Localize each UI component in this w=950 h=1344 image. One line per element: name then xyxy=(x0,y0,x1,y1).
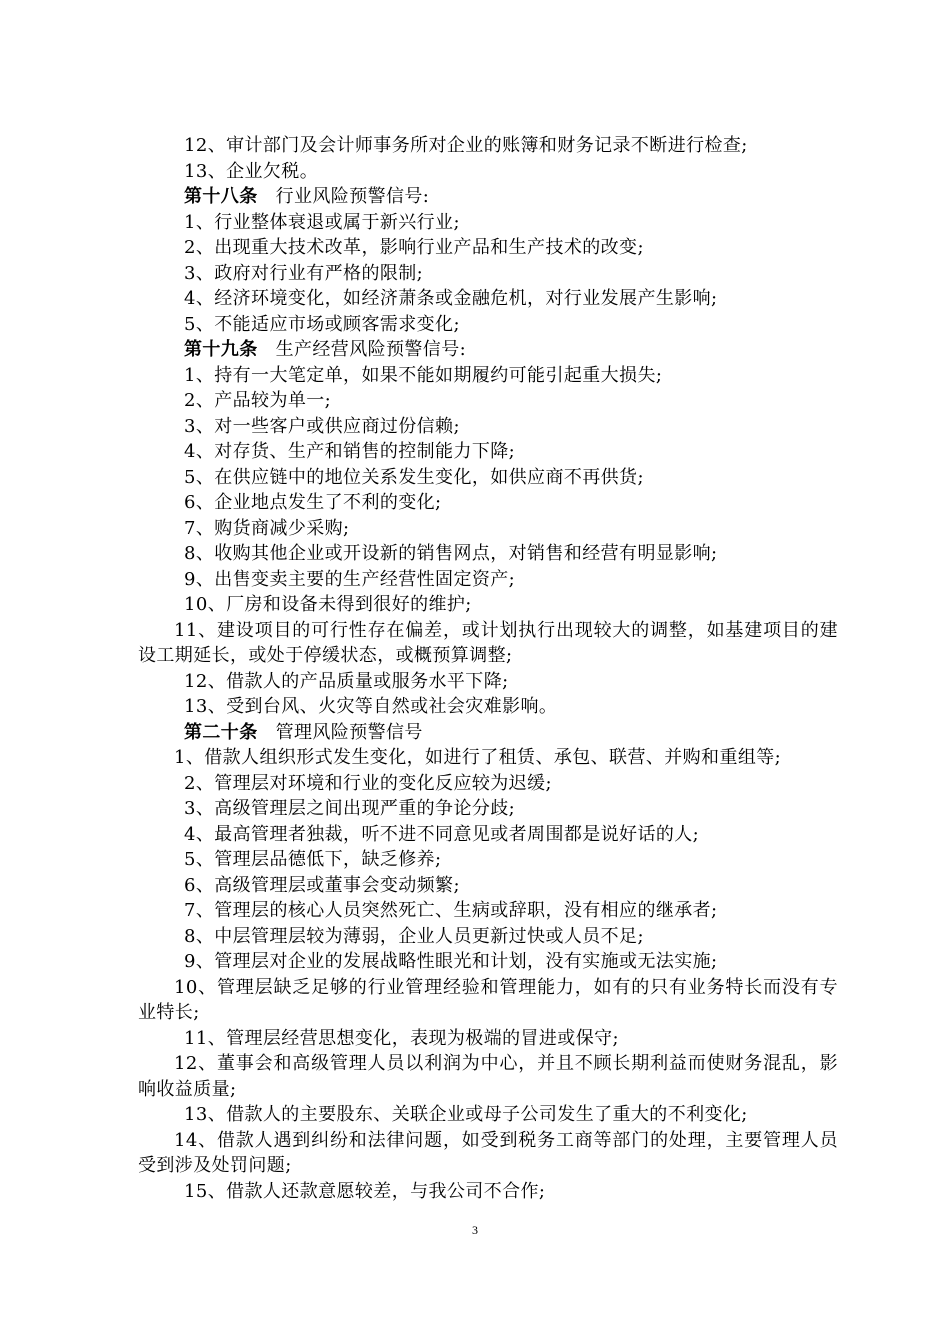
list-item: 1、持有一大笔定单，如果不能如期履约可能引起重大损失; xyxy=(184,364,663,386)
list-item: 4、经济环境变化，如经济萧条或金融危机，对行业发展产生影响; xyxy=(184,288,718,309)
list-item: 5、不能适应市场或顾客需求变化; xyxy=(184,313,460,335)
list-item: 7、管理层的核心人员突然死亡、生病或辞职，没有相应的继承者; xyxy=(184,900,718,921)
list-item: 12、董事会和高级管理人员以利润为中心，并且不顾长期利益而使财务混乱，影响收益质量; xyxy=(138,1053,838,1100)
list-item: 3、高级管理层之间出现严重的争论分歧; xyxy=(184,798,516,819)
list-item: 1、行业整体衰退或属于新兴行业; xyxy=(184,211,460,233)
article-title: 生产经营风险预警信号: xyxy=(275,339,467,360)
list-item: 13、借款人的主要股东、关联企业或母子公司发生了重大的不利变化; xyxy=(184,1104,748,1125)
document-body xyxy=(138,133,838,1204)
list-item: 13、受到台风、火灾等自然或社会灾难影响。 xyxy=(184,696,558,717)
list-item: 3、对一些客户或供应商过份信赖; xyxy=(184,415,460,437)
list-item: 8、中层管理层较为薄弱，企业人员更新过快或人员不足; xyxy=(184,925,644,947)
list-item: 9、出售变卖主要的生产经营性固定资产; xyxy=(184,568,516,590)
list-item: 3、政府对行业有严格的限制; xyxy=(184,262,424,284)
article-title: 管理风险预警信号 xyxy=(275,721,423,743)
list-item: 5、管理层品德低下，缺乏修养; xyxy=(184,849,442,870)
article-title: 行业风险预警信号: xyxy=(275,186,430,207)
list-item: 10、管理层缺乏足够的行业管理经验和管理能力，如有的只有业务特长而没有专业特长; xyxy=(138,976,838,1023)
list-item: 4、最高管理者独裁，听不进不同意见或者周围都是说好话的人; xyxy=(184,823,700,845)
list-item: 7、购货商减少采购; xyxy=(184,517,350,539)
article-20-heading xyxy=(138,720,838,746)
list-item: 13、企业欠税。 xyxy=(184,160,319,182)
list-item: 6、企业地点发生了不利的变化; xyxy=(184,492,442,513)
list-item: 6、高级管理层或董事会变动频繁; xyxy=(184,874,460,896)
article-18-heading xyxy=(138,184,838,210)
list-item: 5、在供应链中的地位关系发生变化，如供应商不再供货; xyxy=(184,466,644,488)
article-number: 第二十条 xyxy=(184,721,258,743)
article-number: 第十九条 xyxy=(184,339,258,360)
article-19-heading xyxy=(138,337,838,363)
list-item: 9、管理层对企业的发展战略性眼光和计划，没有实施或无法实施; xyxy=(184,951,718,972)
list-item: 12、审计部门及会计师事务所对企业的账簿和财务记录不断进行检查; xyxy=(184,135,748,156)
list-item: 12、借款人的产品质量或服务水平下降; xyxy=(184,670,509,692)
article-number: 第十八条 xyxy=(184,186,258,207)
list-item: 11、管理层经营思想变化，表现为极端的冒进或保守; xyxy=(184,1027,619,1049)
list-item: 14、借款人遇到纠纷和法律问题，如受到税务工商等部门的处理，主要管理人员受到涉及处罚问题; xyxy=(138,1129,838,1176)
page-number: 3 xyxy=(472,1223,478,1237)
list-item: 15、借款人还款意愿较差，与我公司不合作; xyxy=(184,1180,546,1202)
list-item: 1、借款人组织形式发生变化，如进行了租赁、承包、联营、并购和重组等; xyxy=(174,747,782,768)
list-item: 2、出现重大技术改革，影响行业产品和生产技术的改变; xyxy=(184,237,644,258)
list-item: 4、对存货、生产和销售的控制能力下降; xyxy=(184,441,516,462)
list-item: 8、收购其他企业或开设新的销售网点，对销售和经营有明显影响; xyxy=(184,543,718,564)
list-item: 2、产品较为单一; xyxy=(184,390,332,411)
list-item: 10、厂房和设备未得到很好的维护; xyxy=(184,594,472,615)
list-item: 2、管理层对环境和行业的变化反应较为迟缓; xyxy=(184,772,552,794)
list-item: 11、建设项目的可行性存在偏差，或计划执行出现较大的调整，如基建项目的建设工期延长，或处于停缓状态，或概预算调整; xyxy=(138,619,838,666)
